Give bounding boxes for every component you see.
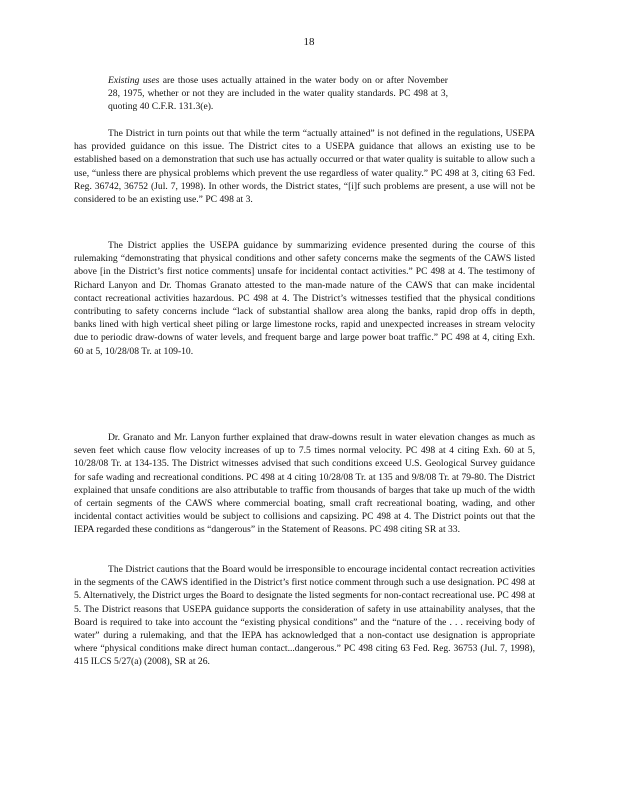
paragraph-usepa-guidance: The District applies the USEPA guidance by summarizing evidence presented during the course of this rulemaking “demonstrating that physical conditions and other safety concerns make the segments of the CAWS listed above [in the District’s first notice comments] unsafe for incidental contact activities.” PC 498 at 4. The testimony of Richard Lanyon and Dr. Thomas Granato attested to the man-made nature of the CAWS that can make incidental contact recreational activities hazardous. PC 498 at 4. The District’s witnesses testified that the physical conditions contributing to safety concerns include “lack of substantial shallow area along the banks, rapid drop offs in depth, banks lined with high vertical sheet piling or large limestone rocks, rapid and unexpected increases in stream velocity due to periodic draw-downs of water levels, and frequent barge and large power boat traffic.” PC 498 at 4, citing Exh. 60 at 5, 10/28/08 Tr. at 109-10. [74,240,535,357]
defined-term: Existing uses [108,75,160,86]
page-number: 18 [303,36,315,48]
paragraph-actually-attained: The District in turn points out that while the term “actually attained” is not defined in the regulations, USEPA has provided guidance on this issue. The District cites to a USEPA guidance that allows an existing use to be established based on a demonstration that such use has actually occurred or that water quality is suitable to allow such a use, “unless there are physical problems which prevent the use regardless of water quality.” PC 498 at 3, citing 63 Fed. Reg. 36742, 36752 (Jul. 7, 1998). In other words, the District states, “[i]f such problems are present, a use will not be considered to be an existing use.” PC 498 at 3. [74,128,535,206]
paragraph-district-cautions: The District cautions that the Board would be irresponsible to encourage incidental contact recreation activities in the segments of the CAWS identified in the District’s first notice comment through such a use designation. PC 498 at 5. Alternatively, the District urges the Board to designate the listed segments for non-contact recreational use. PC 498 at 5. The District reasons that USEPA guidance supports the consideration of safety in use attainability analyses, that the Board is required to take into account the “existing physical conditions” and the “nature of the . . . receiving body of water” during a rulemaking, and that the IEPA has acknowledged that a non-contact use designation is appropriate where “physical conditions make direct human contact...dangerous.” PC 498 citing 63 Fed. Reg. 36753 (Jul. 7, 1998), 415 ILCS 5/27(a) (2008), SR at 26. [74,564,535,668]
paragraph-draw-downs: Dr. Granato and Mr. Lanyon further explained that draw-downs result in water elevation changes as much as seven feet which cause flow velocity increases of up to 7.5 times normal velocity. PC 498 at 4 citing Exh. 60 at 5, 10/28/08 Tr. at 134-135. The District witnesses advised that such conditions exceed U.S. Geological Survey guidance for safe wading and recreational conditions. PC 498 at 4 citing 10/28/08 Tr. at 135 and 9/8/08 Tr. at 79-80. The District explained that unsafe conditions are also attributable to traffic from thousands of barges that take up much of the width of certain segments of the CAWS where commercial boating, small craft recreational boating, wading, and other incidental contact activities would be subject to collisions and capsizing. PC 498 at 4. The District points out that the IEPA regarded these conditions as “dangerous” in the Statement of Reasons. PC 498 citing SR at 33. [74,432,535,536]
quote-text: are those uses actually attained in the water body on or after November 28, 1975, whether or not they are included in the water quality standards. PC 498 at 3, quoting 40 C.F.R. 131.3(e). [108,75,448,113]
block-quote [108,74,448,114]
